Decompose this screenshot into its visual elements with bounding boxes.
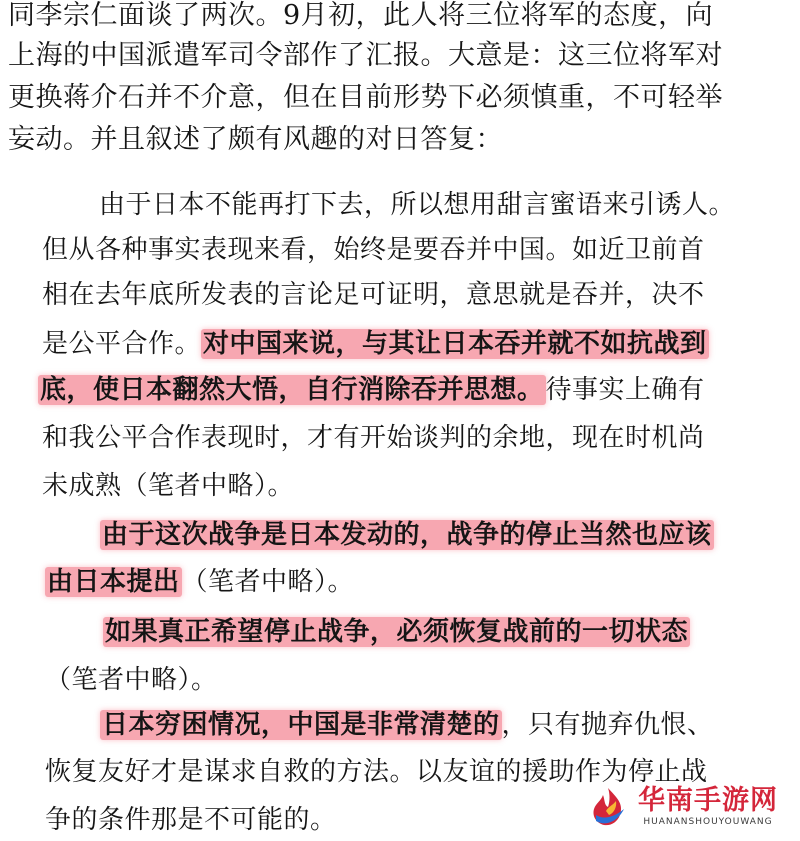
highlighted-text: 对中国来说，与其让日本吞并就不如抗战到 (203, 329, 707, 359)
line-text: 未成熟（笔者中略）。 (42, 471, 295, 501)
line-text: 待事实上确有 (545, 375, 705, 405)
watermark-text (638, 786, 778, 828)
text-line-2 (8, 36, 723, 76)
line-text: （笔者中略）。 (45, 665, 218, 695)
quote-line-12 (100, 705, 714, 745)
quote-line-7 (42, 466, 294, 506)
line-text: 是公平合作。 (42, 329, 202, 359)
watermark-subtitle: HUANANSHOUYOUWANG (643, 817, 773, 827)
highlighted-text: 底，使日本翻然大悟，自行消除吞并思想。 (40, 375, 544, 405)
quote-line-1 (99, 185, 735, 225)
highlighted-text: 由日本提出 (47, 567, 180, 597)
line-text: 妄动。并且叙述了颇有风趣的对日答复： (8, 124, 503, 155)
flame-logo-icon (586, 785, 630, 829)
line-text: 同李宗仁面谈了两次。9月初，此人将三位将军的态度，向 (8, 0, 714, 31)
line-text: （笔者中略）。 (181, 567, 355, 597)
line-text: 和我公平合作表现时，才有开始谈判的余地，现在时机尚 (42, 423, 705, 453)
line-text: 相在去年底所发表的言论足可证明，意思就是吞并，决不 (42, 280, 705, 310)
site-watermark (586, 785, 778, 829)
text-line-3 (8, 78, 723, 118)
quote-line-11 (45, 660, 218, 700)
line-text: 上海的中国派遣军司令部作了汇报。大意是：这三位将军对 (8, 40, 723, 71)
line-text: 更换蒋介石并不介意，但在目前形势下必须慎重，不可轻举 (8, 82, 723, 113)
quote-line-5 (38, 370, 705, 410)
highlighted-text: 由于这次战争是日本发动的，战争的停止当然也应该 (102, 520, 712, 550)
watermark-name: 华南手游网 (638, 785, 778, 816)
quote-line-8 (100, 515, 714, 555)
quote-line-3 (42, 275, 705, 315)
line-text: 由于日本不能再打下去，所以想用甜言蜜语来引诱人。 (99, 190, 736, 220)
quote-line-6 (42, 418, 705, 458)
quote-line-14 (45, 800, 337, 840)
highlighted-text: 如果真正希望停止战争，必须恢复战前的一切状态 (105, 617, 689, 647)
quote-line-4 (42, 324, 709, 364)
text-line-4 (8, 120, 503, 160)
text-line-1 (8, 0, 713, 36)
quote-line-10 (103, 612, 690, 652)
line-text: 恢复友好才是谋求自救的方法。以友谊的援助作为停止战 (45, 757, 708, 787)
quote-line-9 (45, 562, 354, 602)
highlighted-text: 日本穷困情况，中国是非常清楚的 (102, 710, 500, 740)
quote-line-2 (42, 230, 705, 270)
line-text: 争的条件那是不可能的。 (45, 805, 337, 835)
line-text: 但从各种事实表现来看，始终是要吞并中国。如近卫前首 (42, 235, 705, 265)
line-text: ，只有抛弃仇恨、 (501, 710, 714, 740)
